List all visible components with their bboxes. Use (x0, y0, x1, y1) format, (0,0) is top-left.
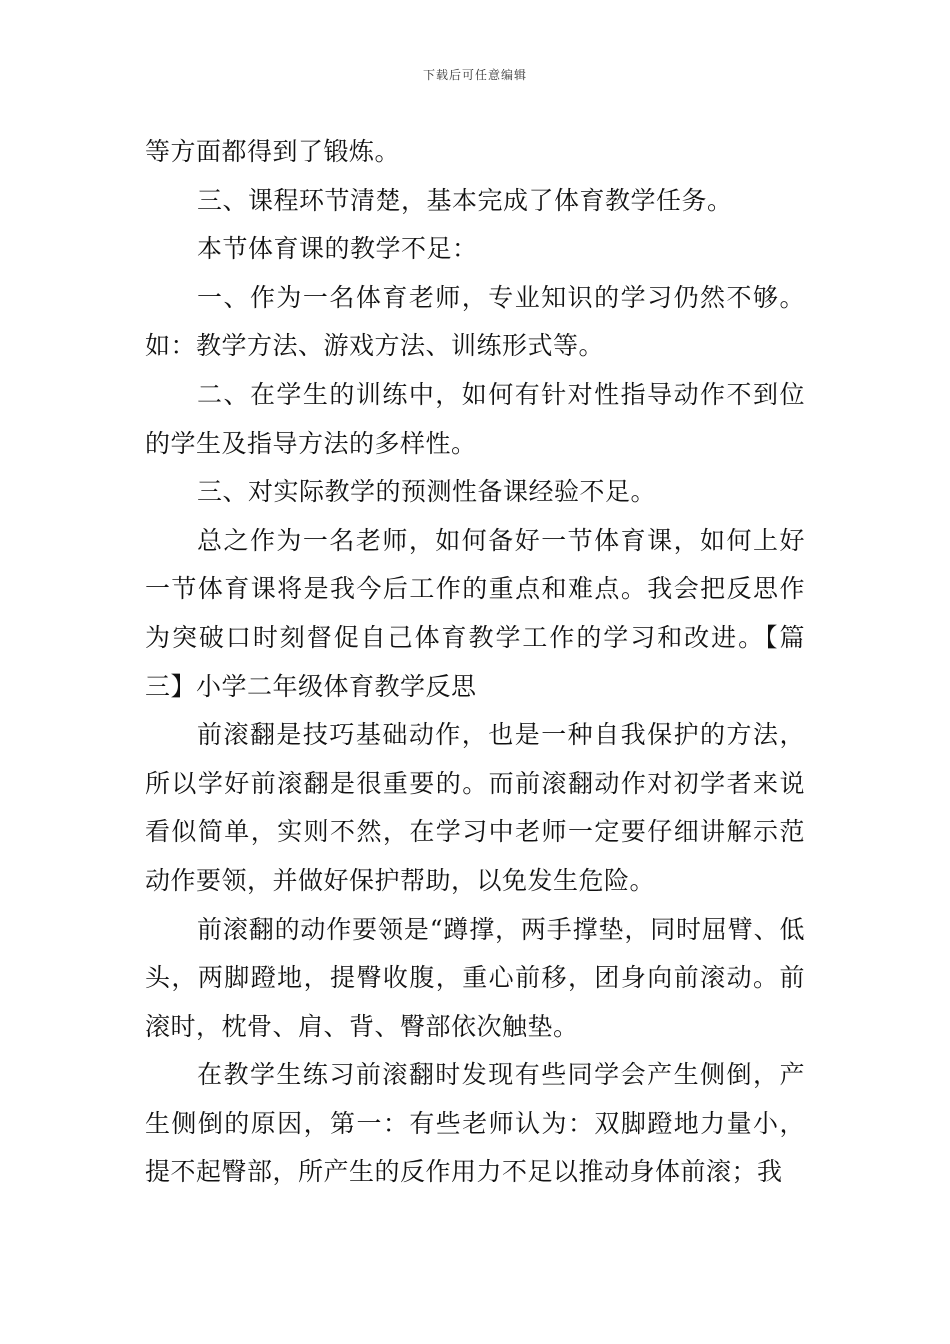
document-body (145, 128, 805, 1197)
paragraph-5: 二、在学生的训练中，如何有针对性指导动作不到位的学生及指导方法的多样性。 (145, 379, 805, 458)
paragraph-9: 前滚翻的动作要领是“蹲撑，两手撑垫，同时屈臂、低头，两脚蹬地，提臀收腹，重心前移，团身向前滚动。前滚时，枕骨、肩、背、臀部依次触垫。 (145, 914, 805, 1041)
paragraph-6: 三、对实际教学的预测性备课经验不足。 (197, 477, 657, 507)
paragraph-4: 一、作为一名体育老师，专业知识的学习仍然不够。如：教学方法、游戏方法、训练形式等。 (145, 282, 805, 361)
paragraph-7: 总之作为一名老师，如何备好一节体育课，如何上好一节体育课将是我今后工作的重点和难点。我会把反思作为突破口时刻督促自己体育教学工作的学习和改进。【篇三】小学二年级体育教学反思 (145, 525, 805, 701)
paragraph-8: 前滚翻是技巧基础动作，也是一种自我保护的方法，所以学好前滚翻是很重要的。而前滚翻动作对初学者来说看似简单，实则不然，在学习中老师一定要仔细讲解示范动作要领，并做好保护帮助，以免发生危险。 (145, 720, 805, 895)
paragraph-10: 在教学生练习前滚翻时发现有些同学会产生侧倒，产生侧倒的原因，第一：有些老师认为：双脚蹬地力量小，提不起臀部，所产生的反作用力不足以推动身体前滚；我 (145, 1060, 805, 1187)
paragraph-3: 本节体育课的教学不足： (197, 234, 478, 264)
page-header: 下载后可任意编辑 (422, 68, 527, 82)
paragraph-2: 三、课程环节清楚，基本完成了体育教学任务。 (197, 185, 733, 215)
paragraph-1: 等方面都得到了锻炼。 (145, 137, 401, 166)
